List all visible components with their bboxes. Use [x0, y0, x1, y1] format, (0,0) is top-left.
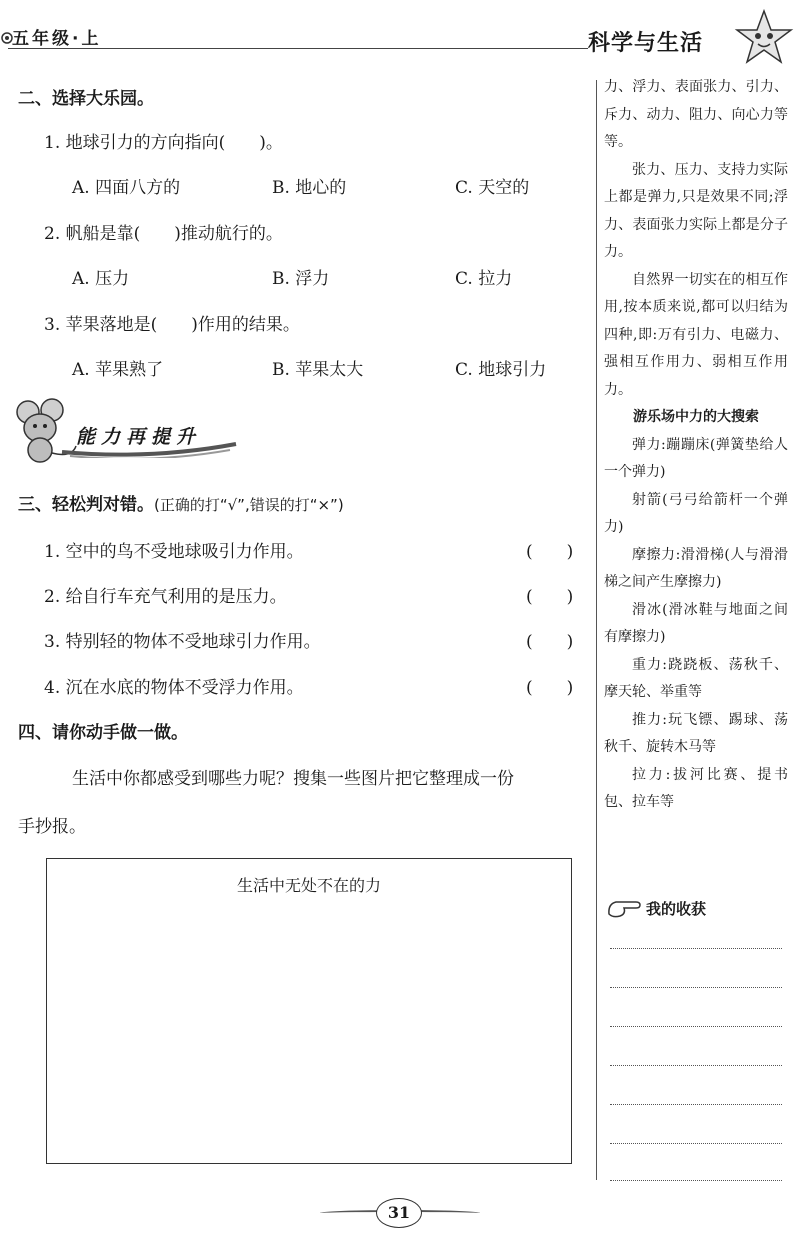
q2-option-a: A. 压力	[72, 269, 130, 289]
q3-option-a: A. 苹果熟了	[72, 360, 164, 380]
sidebar-para-1: 力、浮力、表面张力、引力、斥力、动力、阻力、向心力等等。	[604, 79, 788, 150]
q1-option-b: B. 地心的	[272, 178, 347, 198]
judge-item-2: 2. 给自行车充气利用的是压力。	[44, 587, 287, 607]
poster-answer-box[interactable]	[46, 858, 572, 1164]
section4-instruction-line1: 生活中你都感受到哪些力呢？搜集一些图片把它整理成一份	[72, 769, 514, 789]
harvest-line-1[interactable]	[610, 948, 782, 949]
sidebar-para-4: 弹力:蹦蹦床(弹簧垫给人一个弹力)	[604, 436, 788, 480]
sidebar-divider	[596, 80, 597, 1180]
sidebar-para-8: 重力:跷跷板、荡秋千、摩天轮、举重等	[604, 656, 788, 700]
sidebar-para-2: 张力、压力、支持力实际上都是弹力,只是效果不同;浮力、表面张力实际上都是分子力。	[604, 161, 788, 260]
page-number: 31	[376, 1198, 422, 1228]
judge-item-3: 3. 特别轻的物体不受地球引力作用。	[44, 632, 321, 652]
q3-option-b: B. 苹果太大	[272, 360, 364, 380]
section4-title: 四、请你动手做一做。	[18, 723, 188, 743]
section3-note: (正确的打“√”,错误的打“×”)	[154, 496, 344, 514]
q2-option-b: B. 浮力	[272, 269, 330, 289]
q1-option-c: C. 天空的	[455, 178, 530, 198]
section3-title	[18, 490, 344, 515]
banner-label: 能力再提升	[76, 426, 202, 448]
judge-answer-4[interactable]: ( )	[526, 678, 574, 698]
pointing-hand-icon	[606, 896, 642, 924]
harvest-line-4[interactable]	[610, 1065, 782, 1066]
section3-title-text: 三、轻松判对错。	[18, 495, 154, 515]
judge-answer-1[interactable]: ( )	[526, 542, 574, 562]
question-3-stem: 3. 苹果落地是( )作用的结果。	[44, 315, 300, 335]
star-mascot-icon	[734, 8, 794, 72]
section2-title: 二、选择大乐园。	[18, 89, 154, 109]
harvest-line-7[interactable]	[610, 1180, 782, 1181]
sidebar-para-3: 自然界一切实在的相互作用,按本质来说,都可以归结为四种,即:万有引力、电磁力、强相互作用力、弱相互作用力。	[604, 271, 788, 398]
q3-option-c: C. 地球引力	[455, 360, 547, 380]
harvest-title: 我的收获	[646, 900, 707, 918]
series-title: 科学与生活	[588, 31, 704, 56]
section4-instruction-line2: 手抄报。	[18, 817, 86, 837]
sidebar-para-7: 滑冰(滑冰鞋与地面之间有摩擦力)	[604, 601, 788, 645]
question-1-stem: 1. 地球引力的方向指向( )。	[44, 133, 283, 153]
harvest-line-3[interactable]	[610, 1026, 782, 1027]
sidebar-para-10: 拉力:拔河比赛、提书包、拉车等	[604, 766, 788, 810]
judge-item-1: 1. 空中的鸟不受地球吸引力作用。	[44, 542, 304, 562]
q1-option-a: A. 四面八方的	[72, 178, 181, 198]
sidebar-para-9: 推力:玩飞镖、踢球、荡秋千、旋转木马等	[604, 711, 788, 755]
sidebar-para-6: 摩擦力:滑滑梯(人与滑滑梯之间产生摩擦力)	[604, 546, 788, 590]
harvest-line-5[interactable]	[610, 1104, 782, 1105]
judge-answer-2[interactable]: ( )	[526, 587, 574, 607]
sidebar-para-5: 射箭(弓弓给箭杆一个弹力)	[604, 491, 788, 535]
q2-option-c: C. 拉力	[455, 269, 513, 289]
sidebar-subtitle: 游乐场中力的大搜索	[633, 409, 759, 425]
question-2-stem: 2. 帆船是靠( )推动航行的。	[44, 224, 283, 244]
harvest-line-2[interactable]	[610, 987, 782, 988]
sidebar-notes	[604, 74, 788, 817]
judge-item-4: 4. 沉在水底的物体不受浮力作用。	[44, 678, 304, 698]
judge-answer-3[interactable]: ( )	[526, 632, 574, 652]
harvest-line-6[interactable]	[610, 1143, 782, 1144]
poster-box-title: 生活中无处不在的力	[236, 876, 381, 895]
grade-label: 五年级·上	[12, 29, 102, 49]
header-rule	[8, 48, 588, 49]
